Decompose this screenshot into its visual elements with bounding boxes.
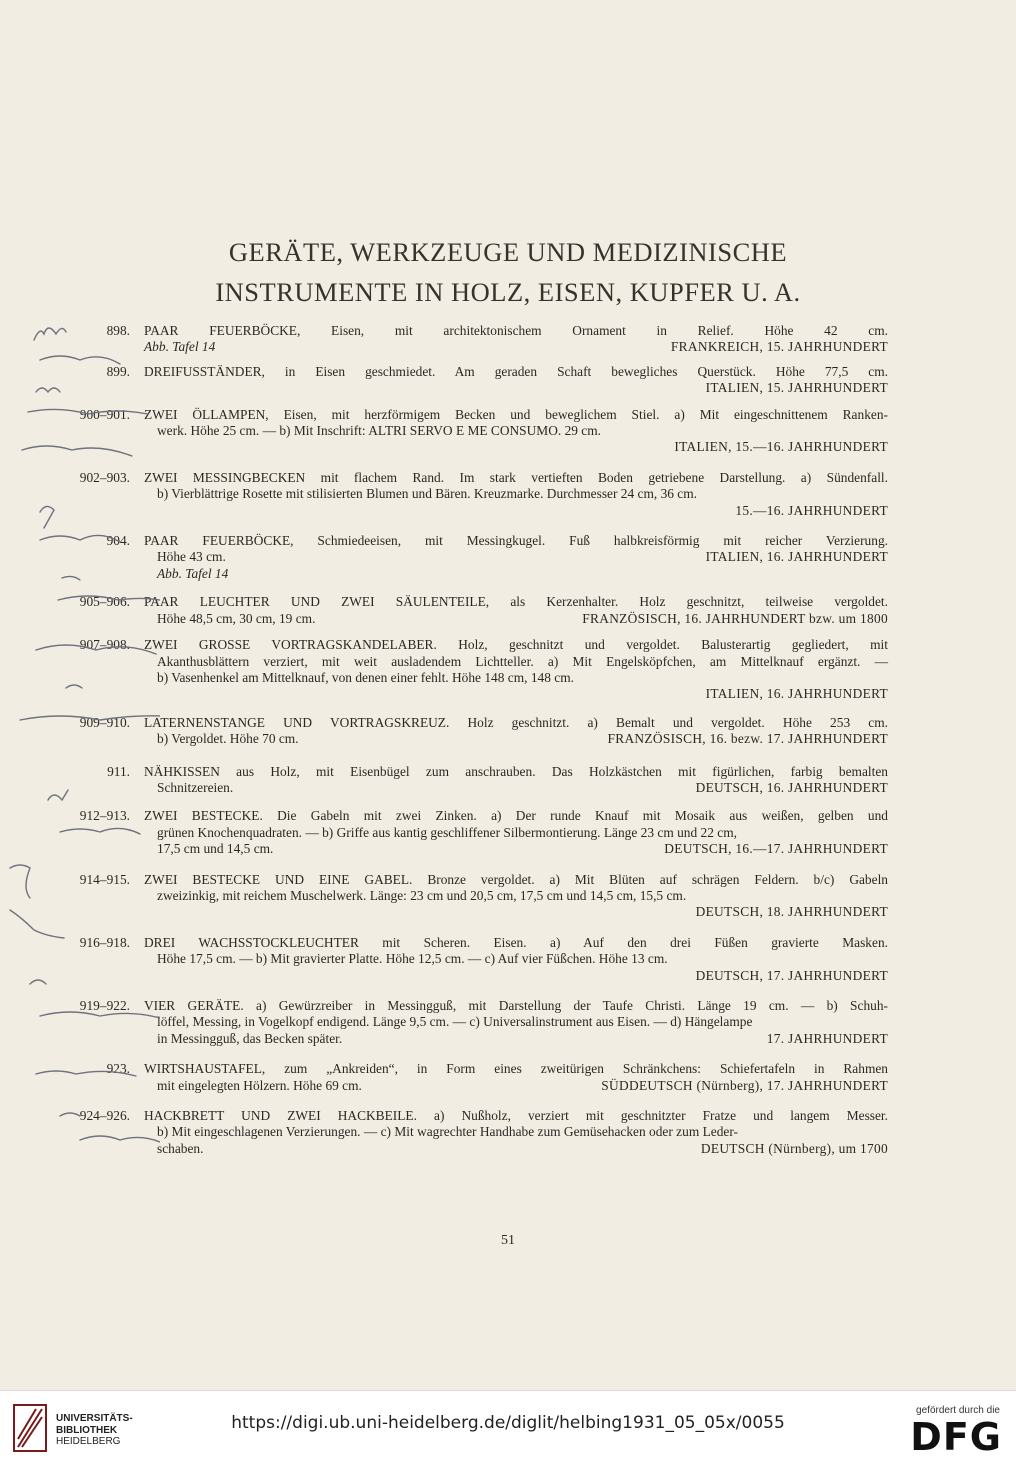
catalog-entry bbox=[60, 594, 888, 627]
entry-line bbox=[144, 888, 888, 904]
entry-line bbox=[144, 731, 888, 747]
origin-date: ITALIEN, 16. JAHRHUNDERT bbox=[705, 686, 888, 702]
entry-text: PAAR FEUERBÖCKE, Schmiedeeisen, mit Messingkugel. Fuß halbkreisförmig mit reicher Verzierung. bbox=[144, 533, 888, 549]
entry-text: ZWEI ÖLLAMPEN, Eisen, mit herzförmigem Becken und beweglichem Stiel. a) Mit eingeschnittenem Ranken- bbox=[144, 406, 888, 422]
entry-text: b) Vasenhenkel am Mittelknauf, von denen einer fehlt. Höhe 148 cm, 148 cm. bbox=[157, 669, 574, 685]
plate-reference: Abb. Tafel 14 bbox=[157, 565, 229, 581]
entry-line bbox=[144, 486, 888, 502]
entry-text: DREI WACHSSTOCKLEUCHTER mit Scheren. Eisen. a) Auf den drei Füßen gravierte Masken. bbox=[144, 934, 888, 950]
entry-text: werk. Höhe 25 cm. — b) Mit Inschrift: ALTRI SERVO E ME CONSUMO. 29 cm. bbox=[157, 423, 602, 439]
pencil-mark-914 bbox=[10, 910, 64, 938]
entry-line bbox=[144, 1031, 888, 1047]
entry-text: DREIFUSSTÄNDER, in Eisen geschmiedet. Am geraden Schaft bewegliches Querstück. Höhe 77,5 cm. bbox=[144, 363, 888, 379]
entry-line bbox=[144, 470, 888, 486]
entry-number: 912–913. bbox=[79, 808, 130, 824]
entry-text: WIRTSHAUSTAFEL, zum „Ankreiden“, in Form eines zweitürigen Schränkchens: Schiefertafeln in Rahmen bbox=[144, 1061, 888, 1077]
entry-text: in Messingguß, das Becken später. bbox=[157, 1030, 343, 1046]
entry-line bbox=[144, 566, 888, 582]
catalog-entry bbox=[60, 1061, 888, 1094]
entry-text: Höhe 48,5 cm, 30 cm, 19 cm. bbox=[157, 610, 316, 626]
pencil-mark-907 bbox=[66, 685, 82, 688]
entry-line bbox=[144, 1124, 888, 1140]
entry-text: LATERNENSTANGE UND VORTRAGSKREUZ. Holz geschnitzt. a) Bemalt und vergoldet. Höhe 253 cm. bbox=[144, 714, 888, 730]
entry-line bbox=[144, 380, 888, 396]
entry-line bbox=[144, 686, 888, 702]
entry-line bbox=[144, 439, 888, 455]
entry-line bbox=[144, 407, 888, 423]
pencil-mark-911b bbox=[60, 828, 140, 834]
entry-number: 898. bbox=[106, 323, 130, 338]
origin-date: DEUTSCH (Nürnberg), um 1700 bbox=[700, 1140, 888, 1156]
library-name-line-2: BIBLIOTHEK bbox=[56, 1424, 118, 1436]
entry-line bbox=[144, 780, 888, 796]
entry-text: ZWEI MESSINGBECKEN mit flachem Rand. Im stark vertieften Boden getriebene Darstellung. a) Sündenfall. bbox=[144, 469, 888, 485]
catalog-entry bbox=[60, 764, 888, 797]
entry-number: 914–915. bbox=[79, 871, 130, 887]
origin-date: ITALIEN, 16. JAHRHUNDERT bbox=[705, 549, 888, 565]
entry-number: 923. bbox=[106, 1061, 130, 1077]
entry-text: ZWEI BESTECKE. Die Gabeln mit zwei Zinken. a) Der runde Knauf mit Mosaik aus weißen, gelben und bbox=[144, 808, 888, 824]
pencil-mark-923 bbox=[60, 1113, 80, 1116]
pencil-mark-907b bbox=[20, 716, 160, 724]
entry-number: 911. bbox=[107, 763, 130, 779]
entry-line bbox=[144, 364, 888, 380]
entry-text: ZWEI BESTECKE UND EINE GABEL. Bronze vergoldet. a) Mit Blüten auf schrägen Feldern. b/c) Gabeln bbox=[144, 871, 888, 887]
origin-date: ITALIEN, 15.—16. JAHRHUNDERT bbox=[674, 439, 888, 455]
entry-text: HACKBRETT UND ZWEI HACKBEILE. a) Nußholz, verziert mit geschnitzter Fratze und langem Messer. bbox=[144, 1108, 888, 1124]
pencil-mark-916b bbox=[40, 1012, 160, 1018]
entry-line bbox=[144, 715, 888, 731]
catalog-entry bbox=[60, 872, 888, 921]
entry-number: 899. bbox=[106, 363, 130, 379]
entry-line bbox=[144, 423, 888, 439]
funding-label: gefördert durch die bbox=[916, 1405, 1000, 1416]
origin-date: SÜDDEUTSCH (Nürnberg), 17. JAHRHUNDERT bbox=[601, 1077, 888, 1093]
pencil-mark-919 bbox=[36, 1071, 136, 1076]
origin-date: DEUTSCH, 16. JAHRHUNDERT bbox=[695, 779, 888, 795]
entry-text: Akanthusblättern verziert, mit weit ausladendem Lichtteller. a) Mit Engelsköpfchen, am Mittelknauf ergänzt. — bbox=[157, 653, 888, 669]
entry-text: ZWEI GROSSE VORTRAGSKANDELABER. Holz, geschnitzt und vergoldet. Balusterartig gegliedert, mit bbox=[144, 637, 888, 653]
entry-line bbox=[144, 764, 888, 780]
catalog-entries bbox=[60, 323, 888, 1157]
entry-line bbox=[144, 637, 888, 653]
entry-text: löffel, Messing, in Vogelkopf endigend. Länge 9,5 cm. — c) Universalinstrument aus Eisen. — d) Hängelampe bbox=[157, 1014, 753, 1030]
entry-line bbox=[144, 1061, 888, 1077]
catalog-entry bbox=[60, 407, 888, 456]
permalink-url[interactable]: https://digi.ub.uni-heidelberg.de/diglit/helbing1931_05_05x/0055 bbox=[231, 1413, 785, 1433]
entry-text: b) Vierblättrige Rosette mit stilisierten Blumen und Bären. Kreuzmarke. Durchmesser 24 cm, 36 cm. bbox=[157, 486, 698, 502]
catalog-entry bbox=[60, 323, 888, 356]
origin-date: FRANKREICH, 15. JAHRHUNDERT bbox=[670, 339, 888, 355]
pencil-mark-898b bbox=[40, 356, 120, 364]
entry-text: VIER GERÄTE. a) Gewürzreiber in Messingguß, mit Darstellung der Taufe Christi. Länge 19 cm. — b) Schuh- bbox=[144, 998, 888, 1013]
catalog-entry bbox=[60, 808, 888, 857]
entry-number: 900–901. bbox=[79, 406, 130, 422]
catalog-entry bbox=[60, 1108, 888, 1157]
entry-line bbox=[144, 951, 888, 967]
title-line-1: GERÄTE, WERKZEUGE UND MEDIZINISCHE bbox=[228, 237, 788, 267]
pencil-mark-899 bbox=[36, 388, 60, 392]
entry-number: 919–922. bbox=[79, 998, 130, 1013]
entry-line bbox=[144, 1141, 888, 1157]
pencil-mark-898 bbox=[34, 328, 66, 340]
entry-line bbox=[144, 549, 888, 565]
entry-line bbox=[144, 654, 888, 670]
pencil-mark-923b bbox=[80, 1136, 160, 1142]
entry-text: PAAR FEUERBÖCKE, Eisen, mit architektonischem Ornament in Relief. Höhe 42 cm. bbox=[144, 323, 888, 338]
entry-number: 907–908. bbox=[79, 637, 130, 653]
origin-date: FRANZÖSISCH, 16. JAHRHUNDERT bzw. um 1800 bbox=[582, 610, 888, 626]
entry-line bbox=[144, 872, 888, 888]
origin-date: 15.—16. JAHRHUNDERT bbox=[735, 502, 888, 518]
plate-reference: Abb. Tafel 14 bbox=[144, 339, 216, 355]
catalog-entry bbox=[60, 998, 888, 1047]
entry-text: Höhe 43 cm. bbox=[157, 549, 226, 565]
entry-text: Höhe 17,5 cm. — b) Mit gravierter Platte. Höhe 12,5 cm. — c) Auf vier Füßchen. Höhe 13 cm. bbox=[157, 951, 668, 967]
entry-text: 17,5 cm und 14,5 cm. bbox=[157, 841, 274, 857]
dfg-logo: DFG bbox=[910, 1415, 1002, 1459]
catalog-entry bbox=[60, 637, 888, 703]
origin-date: DEUTSCH, 18. JAHRHUNDERT bbox=[695, 904, 888, 920]
library-name-line-3: HEIDELBERG bbox=[56, 1436, 121, 1447]
entry-line bbox=[144, 339, 888, 355]
entry-text: mit eingelegten Hölzern. Höhe 69 cm. bbox=[157, 1077, 362, 1093]
entry-line bbox=[144, 841, 888, 857]
entry-text: grünen Knochenquadraten. — b) Griffe aus kantig geschliffener Silbermontierung. Länge 23 cm und 22 cm, bbox=[157, 824, 737, 840]
entry-text: b) Mit eingeschlagenen Verzierungen. — c) Mit wagrechter Handhabe zum Gemüsehacken oder zum Leder- bbox=[157, 1124, 738, 1140]
pencil-mark-902b bbox=[40, 535, 120, 542]
entry-text: PAAR LEUCHTER UND ZWEI SÄULENTEILE, als Kerzenhalter. Holz geschnitzt, teilweise vergoldet. bbox=[144, 594, 888, 610]
pencil-mark-899b bbox=[28, 409, 148, 414]
title-line-2: INSTRUMENTE IN HOLZ, EISEN, KUPFER U. A. bbox=[215, 277, 801, 307]
entry-number: 905–906. bbox=[79, 594, 130, 610]
entry-line bbox=[144, 968, 888, 984]
catalog-entry bbox=[60, 935, 888, 984]
entry-line bbox=[144, 1014, 888, 1030]
entry-line bbox=[144, 935, 888, 951]
entry-number: 902–903. bbox=[79, 469, 130, 485]
origin-date: ITALIEN, 15. JAHRHUNDERT bbox=[705, 380, 888, 396]
pencil-mark-911 bbox=[48, 790, 68, 800]
entry-line bbox=[144, 533, 888, 549]
entry-line bbox=[144, 998, 888, 1014]
entry-number: 924–926. bbox=[79, 1108, 130, 1124]
pencil-mark-900 bbox=[22, 446, 132, 456]
pencil-mark-904 bbox=[62, 576, 80, 580]
origin-date: FRANZÖSISCH, 16. bezw. 17. JAHRHUNDERT bbox=[607, 731, 888, 747]
entry-line bbox=[144, 904, 888, 920]
entry-number: 916–918. bbox=[79, 934, 130, 950]
pencil-mark-902 bbox=[40, 506, 54, 528]
catalog-entry bbox=[60, 470, 888, 519]
page-title bbox=[120, 232, 896, 312]
entry-text: Schnitzereien. bbox=[157, 779, 234, 795]
origin-date: DEUTSCH, 16.—17. JAHRHUNDERT bbox=[664, 841, 888, 857]
pencil-mark-904b bbox=[58, 596, 160, 602]
entry-line bbox=[144, 611, 888, 627]
catalog-entry bbox=[60, 533, 888, 582]
library-name-line-1: UNIVERSITÄTS- bbox=[56, 1413, 133, 1424]
entry-line bbox=[144, 670, 888, 686]
entry-line bbox=[144, 1078, 888, 1094]
catalog-entry bbox=[60, 715, 888, 748]
library-footer bbox=[0, 1390, 1016, 1468]
entry-line bbox=[144, 594, 888, 610]
entry-line bbox=[144, 503, 888, 519]
entry-line bbox=[144, 825, 888, 841]
catalog-entry bbox=[60, 364, 888, 397]
handwritten-annotations bbox=[0, 300, 160, 1200]
entry-text: b) Vergoldet. Höhe 70 cm. bbox=[157, 731, 299, 747]
entry-line bbox=[144, 323, 888, 339]
entry-line bbox=[144, 808, 888, 824]
entry-text: NÄHKISSEN aus Holz, mit Eisenbügel zum anschrauben. Das Holzkästchen mit figürlichen, farbig bemalten bbox=[144, 763, 888, 779]
origin-date: 17. JAHRHUNDERT bbox=[766, 1030, 888, 1046]
page-number: 51 bbox=[501, 1233, 515, 1248]
pencil-mark-912 bbox=[10, 865, 30, 898]
origin-date: DEUTSCH, 17. JAHRHUNDERT bbox=[695, 967, 888, 983]
pencil-mark-916 bbox=[30, 980, 46, 984]
entry-number: 909–910. bbox=[79, 714, 130, 730]
entry-text: schaben. bbox=[157, 1140, 204, 1156]
pencil-mark-905 bbox=[36, 645, 156, 654]
entry-number: 904. bbox=[106, 533, 130, 549]
entry-text: zweizinkig, mit reichem Muschelwerk. Länge: 23 cm und 20,5 cm, 17,5 cm und 14,5 cm, 15,5 cm. bbox=[157, 887, 687, 903]
entry-line bbox=[144, 1108, 888, 1124]
